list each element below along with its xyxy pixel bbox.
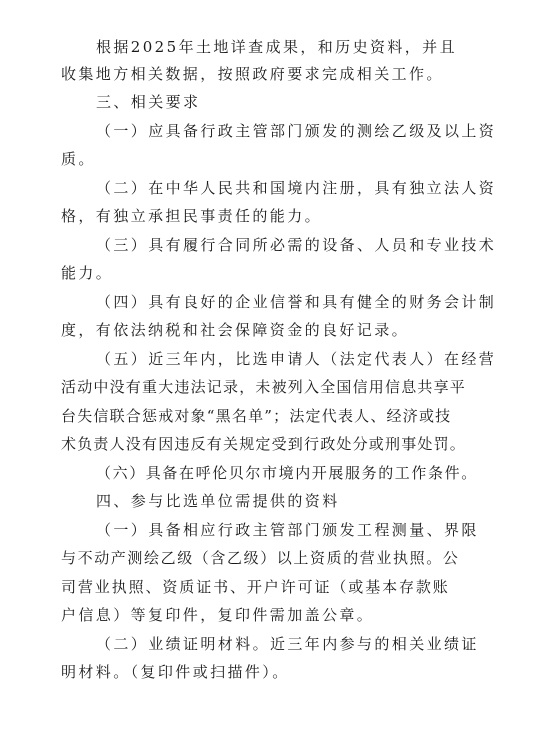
paragraph-line: （一）应具备行政主管部门颁发的测绘乙级及以上资 — [96, 122, 497, 140]
paragraph-line: （二）在中华人民共和国境内注册，具有独立法人资 — [96, 179, 497, 197]
paragraph-line: （五）近三年内，比选申请人（法定代表人）在经营 — [96, 350, 497, 368]
paragraph-line: 户信息）等复印件，复印件需加盖公章。 — [61, 606, 375, 624]
paragraph-line: 收集地方相关数据，按照政府要求完成相关工作。 — [61, 65, 444, 83]
paragraph-line: 度，有依法纳税和社会保障资金的良好记录。 — [61, 321, 410, 339]
paragraph-line: （四）具有良好的企业信誉和具有健全的财务会计制 — [96, 293, 497, 311]
paragraph-line: （三）具有履行合同所必需的设备、人员和专业技术 — [96, 236, 497, 254]
section-heading: 三、相关要求 — [96, 93, 201, 111]
paragraph-line: 台失信联合惩戒对象“黑名单”；法定代表人、经济或技 — [61, 407, 452, 425]
paragraph-line: 根据2025年土地详查成果，和历史资料，并且 — [96, 38, 457, 56]
section-heading: 四、参与比选单位需提供的资料 — [96, 492, 340, 510]
paragraph-line: 活动中没有重大违法记录，未被列入全国信用信息共享平 — [61, 378, 467, 396]
paragraph-line: 能力。 — [61, 264, 114, 282]
paragraph-line: 司营业执照、资质证书、开户许可证（或基本存款账 — [61, 578, 450, 596]
paragraph-line: （一）具备相应行政主管部门颁发工程测量、界限 — [96, 521, 479, 539]
paragraph-line: 格，有独立承担民事责任的能力。 — [61, 207, 323, 225]
paragraph-line: 明材料。（复印件或扫描件）。 — [61, 663, 290, 681]
paragraph-line: 术负责人没有因违反有关规定受到行政处分或刑事处罚。 — [61, 435, 467, 453]
paragraph-line: （六）具备在呼伦贝尔市境内开展服务的工作条件。 — [96, 464, 478, 482]
paragraph-line: 质。 — [61, 150, 96, 168]
paragraph-line: （二）业绩证明材料。近三年内参与的相关业绩证 — [96, 635, 479, 653]
paragraph-line: 与不动产测绘乙级（含乙级）以上资质的营业执照。公 — [61, 549, 460, 567]
